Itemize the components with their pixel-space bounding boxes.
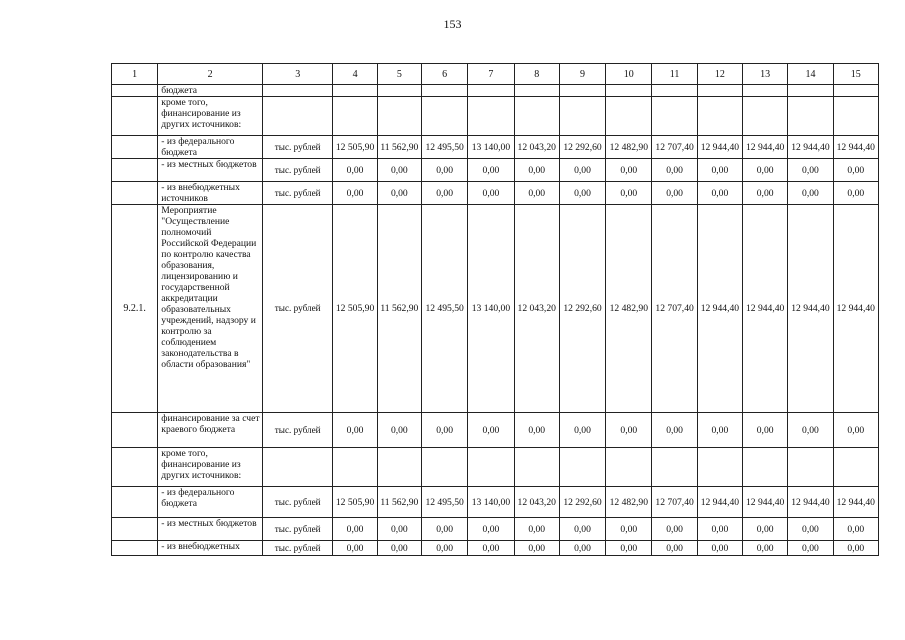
row-value: [514, 97, 559, 136]
table-row: [112, 85, 879, 97]
row-value: 0,00: [421, 518, 467, 541]
row-value: [788, 85, 833, 97]
row-code: [112, 136, 158, 159]
table-row: [112, 205, 879, 413]
row-value: 12 043,20: [514, 136, 559, 159]
row-value: 12 707,40: [652, 205, 697, 413]
row-value: 12 505,90: [333, 487, 377, 518]
row-value: 11 562,90: [377, 136, 421, 159]
row-value: 0,00: [833, 413, 878, 448]
row-value: 12 292,60: [559, 136, 605, 159]
row-value: 0,00: [606, 518, 652, 541]
row-value: 12 495,50: [421, 487, 467, 518]
table-row: [112, 487, 879, 518]
row-value: 0,00: [697, 541, 742, 556]
row-name: - из местных бюджетов: [158, 159, 263, 182]
row-value: 0,00: [514, 182, 559, 205]
row-unit: [262, 85, 332, 97]
row-value: 0,00: [652, 182, 697, 205]
row-code: [112, 541, 158, 556]
row-value: [559, 97, 605, 136]
row-value: [606, 448, 652, 487]
row-value: 12 292,60: [559, 487, 605, 518]
row-value: 0,00: [559, 159, 605, 182]
row-value: 12 482,90: [606, 205, 652, 413]
row-value: 0,00: [468, 541, 514, 556]
column-number: 1: [112, 64, 158, 85]
row-value: 0,00: [333, 541, 377, 556]
row-value: 0,00: [743, 182, 788, 205]
row-value: 0,00: [377, 541, 421, 556]
row-value: [697, 448, 742, 487]
row-value: 0,00: [743, 518, 788, 541]
row-value: 0,00: [559, 413, 605, 448]
table-row: [112, 159, 879, 182]
row-value: 0,00: [606, 541, 652, 556]
column-number: 12: [697, 64, 742, 85]
row-name: - из местных бюджетов: [158, 518, 263, 541]
row-value: 0,00: [743, 413, 788, 448]
row-value: 0,00: [697, 159, 742, 182]
table-row: [112, 448, 879, 487]
column-number: 6: [421, 64, 467, 85]
row-name: кроме того, финансирование из других источников:: [158, 448, 263, 487]
column-number: 13: [743, 64, 788, 85]
row-value: 0,00: [697, 518, 742, 541]
row-name: - из внебюджетных источников: [158, 182, 263, 205]
row-value: 0,00: [833, 159, 878, 182]
row-value: 0,00: [333, 518, 377, 541]
row-unit: тыс. рублей: [262, 205, 332, 413]
row-value: [333, 97, 377, 136]
row-value: [652, 85, 697, 97]
row-value: 11 562,90: [377, 205, 421, 413]
row-value: 0,00: [788, 159, 833, 182]
column-number: 4: [333, 64, 377, 85]
row-value: [514, 448, 559, 487]
row-value: 0,00: [421, 159, 467, 182]
page-number: 153: [443, 17, 462, 31]
row-value: 12 707,40: [652, 136, 697, 159]
table-row: [112, 541, 879, 556]
row-name: - из внебюджетных: [158, 541, 263, 556]
row-name: бюджета: [158, 85, 263, 97]
row-unit: тыс. рублей: [262, 159, 332, 182]
row-value: 0,00: [788, 413, 833, 448]
row-unit: тыс. рублей: [262, 136, 332, 159]
column-number: 3: [262, 64, 332, 85]
row-value: 0,00: [421, 182, 467, 205]
row-value: 0,00: [606, 159, 652, 182]
row-value: 0,00: [468, 518, 514, 541]
budget-table: [111, 63, 879, 556]
row-code: [112, 85, 158, 97]
row-value: 12 944,40: [788, 136, 833, 159]
row-value: 12 944,40: [833, 136, 878, 159]
row-value: [421, 97, 467, 136]
row-name: - из федерального бюджета: [158, 136, 263, 159]
row-value: 0,00: [559, 182, 605, 205]
table-row: [112, 136, 879, 159]
table-row: [112, 182, 879, 205]
column-number: 10: [606, 64, 652, 85]
row-code: [112, 182, 158, 205]
row-value: 12 944,40: [743, 487, 788, 518]
row-value: 12 292,60: [559, 205, 605, 413]
column-number: 15: [833, 64, 878, 85]
row-value: 0,00: [333, 413, 377, 448]
row-value: 12 944,40: [833, 205, 878, 413]
row-unit: тыс. рублей: [262, 487, 332, 518]
column-number: 5: [377, 64, 421, 85]
row-value: 0,00: [606, 413, 652, 448]
row-value: [606, 97, 652, 136]
row-value: 13 140,00: [468, 205, 514, 413]
row-value: 0,00: [514, 541, 559, 556]
row-value: 0,00: [559, 518, 605, 541]
row-value: 12 944,40: [833, 487, 878, 518]
table-row: [112, 518, 879, 541]
row-value: [377, 448, 421, 487]
row-value: [788, 448, 833, 487]
row-unit: [262, 448, 332, 487]
row-value: 0,00: [743, 159, 788, 182]
table-row: [112, 413, 879, 448]
row-unit: тыс. рублей: [262, 413, 332, 448]
row-value: 0,00: [514, 413, 559, 448]
row-value: [468, 97, 514, 136]
row-value: 12 707,40: [652, 487, 697, 518]
row-value: [833, 85, 878, 97]
row-value: 0,00: [652, 541, 697, 556]
row-value: 12 495,50: [421, 136, 467, 159]
row-value: 13 140,00: [468, 136, 514, 159]
row-code: [112, 97, 158, 136]
row-name: Мероприятие "Осуществление полномочий Российской Федерации по контролю качества образования, лицензированию и государственной аккредитации образовательных учреждений, надзору и контролю за соблюдением законодательства в области образования": [158, 205, 263, 413]
row-value: 0,00: [514, 518, 559, 541]
row-value: 0,00: [652, 159, 697, 182]
row-value: [377, 97, 421, 136]
row-value: 0,00: [421, 541, 467, 556]
row-name: финансирование за счет краевого бюджета: [158, 413, 263, 448]
column-number: 2: [158, 64, 263, 85]
row-code: [112, 518, 158, 541]
row-value: [421, 448, 467, 487]
row-value: 0,00: [421, 413, 467, 448]
row-value: [833, 448, 878, 487]
row-value: 12 944,40: [743, 136, 788, 159]
row-value: 0,00: [377, 159, 421, 182]
row-name: - из федерального бюджета: [158, 487, 263, 518]
row-value: [788, 97, 833, 136]
row-value: 0,00: [377, 182, 421, 205]
row-value: 0,00: [377, 413, 421, 448]
row-unit: тыс. рублей: [262, 182, 332, 205]
row-value: [377, 85, 421, 97]
row-value: [559, 448, 605, 487]
row-value: [333, 85, 377, 97]
row-value: 12 043,20: [514, 205, 559, 413]
row-value: [743, 97, 788, 136]
row-value: 12 505,90: [333, 205, 377, 413]
row-unit: тыс. рублей: [262, 518, 332, 541]
row-value: 12 944,40: [697, 205, 742, 413]
row-value: 0,00: [788, 518, 833, 541]
row-value: 0,00: [697, 413, 742, 448]
row-value: 0,00: [468, 413, 514, 448]
row-value: 0,00: [468, 182, 514, 205]
row-name: кроме того, финансирование из других источников:: [158, 97, 263, 136]
row-value: [697, 85, 742, 97]
column-number: 14: [788, 64, 833, 85]
row-value: 0,00: [652, 518, 697, 541]
row-value: 12 944,40: [697, 487, 742, 518]
row-unit: [262, 97, 332, 136]
row-value: [697, 97, 742, 136]
row-value: 0,00: [559, 541, 605, 556]
column-number: 11: [652, 64, 697, 85]
row-value: [421, 85, 467, 97]
row-value: 0,00: [377, 518, 421, 541]
row-value: 0,00: [468, 159, 514, 182]
row-value: [333, 448, 377, 487]
row-value: 0,00: [606, 182, 652, 205]
row-value: 0,00: [514, 159, 559, 182]
row-value: 0,00: [833, 182, 878, 205]
row-code: 9.2.1.: [112, 205, 158, 413]
row-value: 0,00: [788, 182, 833, 205]
row-value: 0,00: [833, 518, 878, 541]
row-value: 12 944,40: [743, 205, 788, 413]
table-row: [112, 97, 879, 136]
row-value: 12 482,90: [606, 487, 652, 518]
row-value: [468, 85, 514, 97]
row-value: 12 482,90: [606, 136, 652, 159]
row-value: [833, 97, 878, 136]
row-code: [112, 448, 158, 487]
row-value: [743, 85, 788, 97]
row-value: 0,00: [652, 413, 697, 448]
row-value: [652, 448, 697, 487]
row-value: 12 495,50: [421, 205, 467, 413]
row-unit: тыс. рублей: [262, 541, 332, 556]
row-code: [112, 413, 158, 448]
column-number-row: [112, 64, 879, 85]
row-code: [112, 159, 158, 182]
row-value: 12 505,90: [333, 136, 377, 159]
row-value: 12 944,40: [697, 136, 742, 159]
row-value: 0,00: [333, 159, 377, 182]
row-value: 12 944,40: [788, 487, 833, 518]
column-number: 7: [468, 64, 514, 85]
row-value: 11 562,90: [377, 487, 421, 518]
row-value: 0,00: [333, 182, 377, 205]
row-value: 0,00: [788, 541, 833, 556]
row-value: [743, 448, 788, 487]
column-number: 8: [514, 64, 559, 85]
row-value: 0,00: [833, 541, 878, 556]
column-number: 9: [559, 64, 605, 85]
row-value: 12 043,20: [514, 487, 559, 518]
row-value: 0,00: [743, 541, 788, 556]
row-value: 12 944,40: [788, 205, 833, 413]
row-value: [559, 85, 605, 97]
row-value: [468, 448, 514, 487]
row-value: [606, 85, 652, 97]
row-value: 0,00: [697, 182, 742, 205]
row-code: [112, 487, 158, 518]
row-value: [514, 85, 559, 97]
row-value: [652, 97, 697, 136]
row-value: 13 140,00: [468, 487, 514, 518]
